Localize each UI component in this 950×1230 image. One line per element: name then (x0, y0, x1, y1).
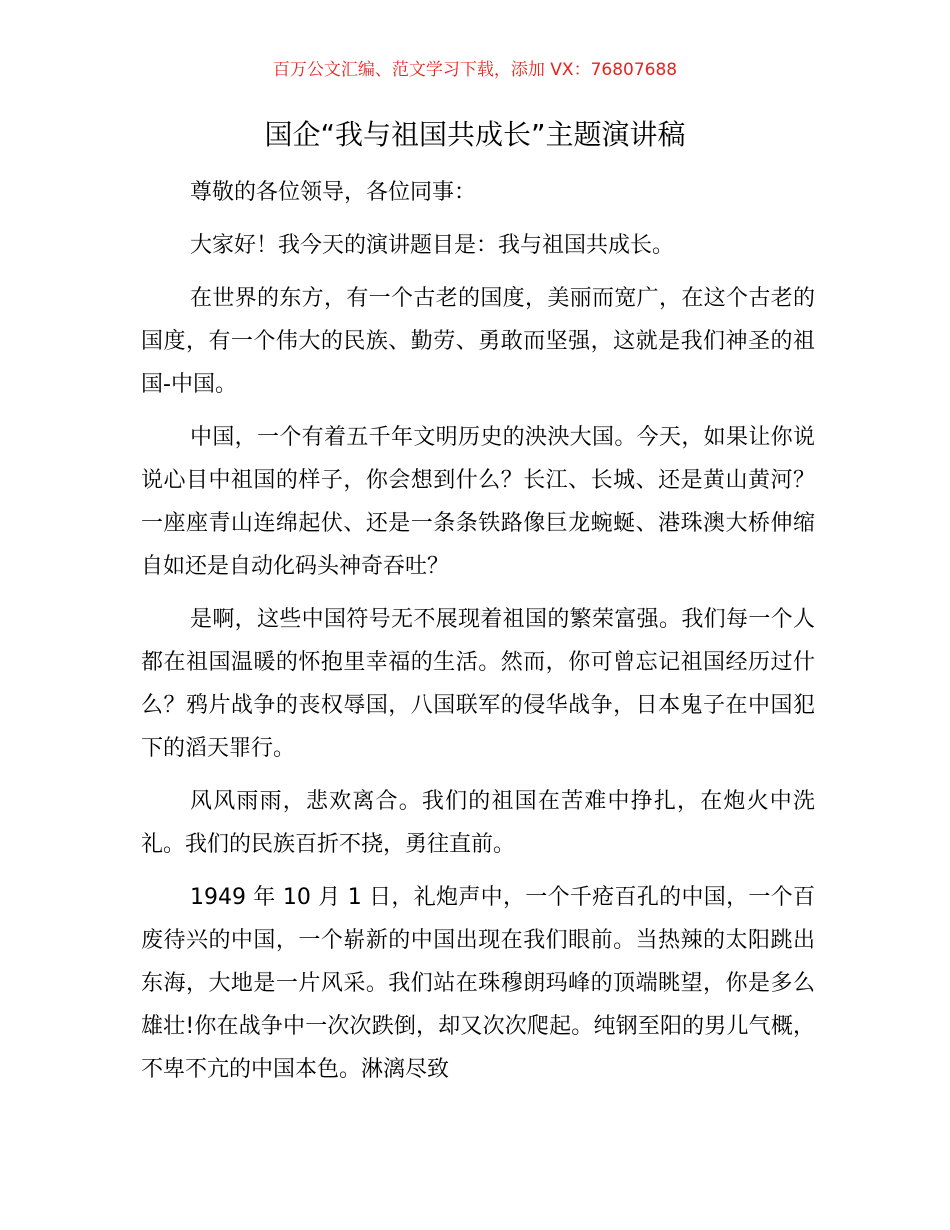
paragraph: 中国，一个有着五千年文明历史的泱泱大国。今天，如果让你说说心目中祖国的样子，你会想到什么？长江、长城、还是黄山黄河？一座座青山连绵起伏、还是一条条铁路像巨龙蜿蜒、港珠澳大桥伸缩自如还是自动化码头神奇吞吐？ (141, 425, 815, 579)
paragraph: 是啊，这些中国符号无不展现着祖国的繁荣富强。我们每一个人都在祖国温暖的怀抱里幸福的生活。然而，你可曾忘记祖国经历过什么？鸦片战争的丧权辱国，八国联军的侵华战争，日本鬼子在中国犯下的滔天罪行。 (141, 607, 815, 761)
watermark-header: 百万公文汇编、范文学习下载，添加 VX：76807688 (272, 60, 678, 80)
salutation: 尊敬的各位领导，各位同事： (190, 180, 477, 205)
document-body (141, 171, 815, 1101)
paragraph: 1949 年 10 月 1 日，礼炮声中，一个千疮百孔的中国，一个百废待兴的中国，一个崭新的中国出现在我们眼前。当热辣的太阳跳出东海，大地是一片风采。我们站在珠穆朗玛峰的顶端眺望，你是多么雄壮!你在战争中一次次跌倒，却又次次爬起。纯钢至阳的男儿气概，不卑不亢的中国本色。淋漓尽致 (141, 885, 815, 1082)
paragraph-greeting: 大家好！我今天的演讲题目是：我与祖国共成长。 (190, 233, 675, 258)
paragraph: 在世界的东方，有一个古老的国度，美丽而宽广，在这个古老的国度，有一个伟大的民族、勤劳、勇敢而坚强，这就是我们神圣的祖国-中国。 (141, 286, 815, 397)
document-title: 国企“我与祖国共成长”主题演讲稿 (264, 118, 686, 151)
paragraph: 风风雨雨，悲欢离合。我们的祖国在苦难中挣扎，在炮火中洗礼。我们的民族百折不挠，勇往直前。 (141, 789, 815, 857)
